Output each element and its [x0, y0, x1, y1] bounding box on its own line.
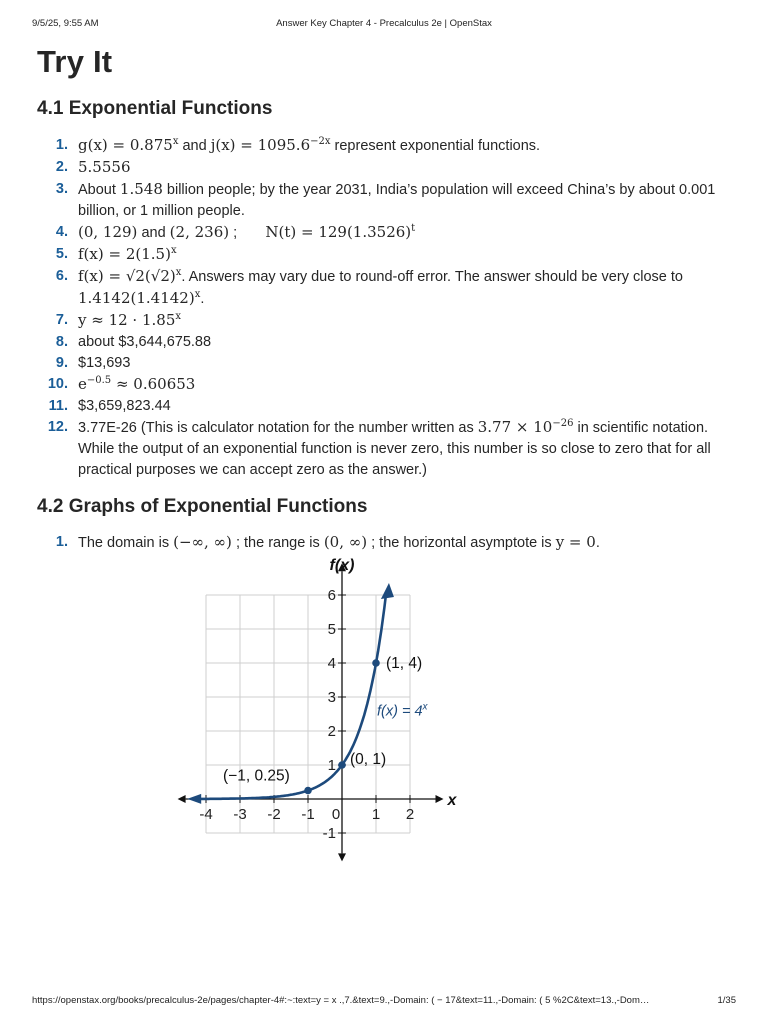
item-number: 4. [55, 224, 68, 240]
y-tick-label: 3 [327, 689, 336, 706]
exponential-graph [165, 552, 455, 867]
print-datetime: 9/5/25, 9:55 AM [32, 18, 99, 29]
list-item: 11. $3,659,823.44 [37, 396, 738, 417]
point-label: (0, 1) [350, 751, 387, 768]
item-number: 7. [55, 312, 68, 328]
y-axis-label: f(x) [329, 557, 355, 574]
x-tick-label: -4 [199, 806, 213, 823]
item-number: 10. [47, 376, 68, 392]
x-axis-label: x [447, 792, 457, 809]
item-number: 3. [55, 181, 68, 197]
print-page-title: Answer Key Chapter 4 - Precalculus 2e | OpenStax [276, 18, 492, 29]
y-tick-label: -1 [322, 825, 336, 842]
point-label: (1, 4) [386, 655, 423, 672]
x-axis-arrow-right [436, 795, 444, 803]
list-item: 7. $y \approx 12 \cdot 1.85^x$ [37, 310, 738, 332]
print-url: https://openstax.org/books/precalculus-2e/pages/chapter-4#:~:text=y = x .,7.&text=9.,-Domain: ( − 17&text=11.,-Domain: ( 5 %2C&text=13.,-Dom… [32, 995, 650, 1006]
print-header [32, 18, 736, 30]
list-item: 6. $f(x) = √2(√2)^x$. Answers may vary due to round-off error. The answer should be very close to $1.4142(1.4142)^x$. [37, 266, 738, 310]
data-point [304, 787, 312, 795]
list-item: 10. $e^{-0.5} \approx 0.60653$ [37, 374, 738, 396]
item-number: 1. [55, 137, 68, 153]
section-heading-4-2: 4.2 Graphs of Exponential Functions [37, 496, 368, 517]
graph-canvas [165, 552, 455, 862]
print-footer [32, 995, 736, 1007]
answer-list-4-2 [37, 532, 738, 554]
list-item: 8. about $3,644,675.88 [37, 332, 738, 353]
x-tick-label: -3 [233, 806, 247, 823]
data-point [372, 659, 380, 667]
x-tick-label: -1 [301, 806, 315, 823]
item-number: 6. [55, 268, 68, 284]
x-tick-label: 1 [371, 806, 381, 823]
curve-label: $f(x) = 4^x$ [377, 701, 428, 720]
answer-list-4-1 [37, 135, 738, 481]
item-number: 1. [55, 534, 68, 550]
y-tick-label: 5 [327, 621, 336, 638]
section-heading-4-1: 4.1 Exponential Functions [37, 98, 273, 119]
y-tick-label: 6 [327, 587, 336, 604]
x-axis-arrow-left [178, 795, 186, 803]
list-item: 5. $f(x) = 2(1.5)^x$ [37, 244, 738, 266]
y-tick-label: 1 [327, 757, 336, 774]
item-number: 9. [55, 355, 68, 371]
x-tick-label: 2 [405, 806, 415, 823]
print-page-number: 1/35 [717, 995, 736, 1006]
x-tick-label: -2 [267, 806, 281, 823]
list-item: 4. (0, 129) and (2, 236) ; $N(t) = 129(1.3526)^t$ [37, 222, 738, 244]
curve-arrow-up [381, 583, 394, 599]
data-point [338, 761, 346, 769]
item-number: 2. [55, 159, 68, 175]
list-item: 9. $13,693 [37, 353, 738, 374]
list-item: 2. 5.5556 [37, 157, 738, 179]
point-label: (−1, 0.25) [223, 767, 290, 785]
curve-arrow-left [187, 794, 201, 804]
item-number: 11. [48, 398, 68, 414]
y-tick-label: 2 [327, 723, 336, 740]
list-item: 12. 3.77E-26 (This is calculator notation for the number written as $3.77 \times 10^{-26}$ in scientific notation. While the output of an exponential function is never zero, this number is so close to zero that for all practical purposes we can accept zero as the answer.) [37, 417, 738, 481]
y-tick-label: 4 [327, 655, 336, 672]
x-tick-label: 0 [331, 806, 341, 823]
item-number: 8. [55, 334, 68, 350]
y-axis-arrow-down [338, 853, 346, 861]
page-title: Try It [37, 44, 113, 79]
item-number: 5. [55, 246, 68, 262]
list-item: 1. The domain is (−∞, ∞) ; the range is (0, ∞) ; the horizontal asymptote is y = 0. [37, 532, 738, 554]
item-number: 12. [47, 419, 68, 435]
list-item: 3. About 1.548 billion people; by the year 2031, India’s population will exceed China’s by about 0.001 billion, or 1 million people. [37, 179, 738, 222]
list-item: 1. $g(x) = 0.875^x$ and $j(x) = 1095.6^{-2x}$ represent exponential functions. [37, 135, 738, 157]
